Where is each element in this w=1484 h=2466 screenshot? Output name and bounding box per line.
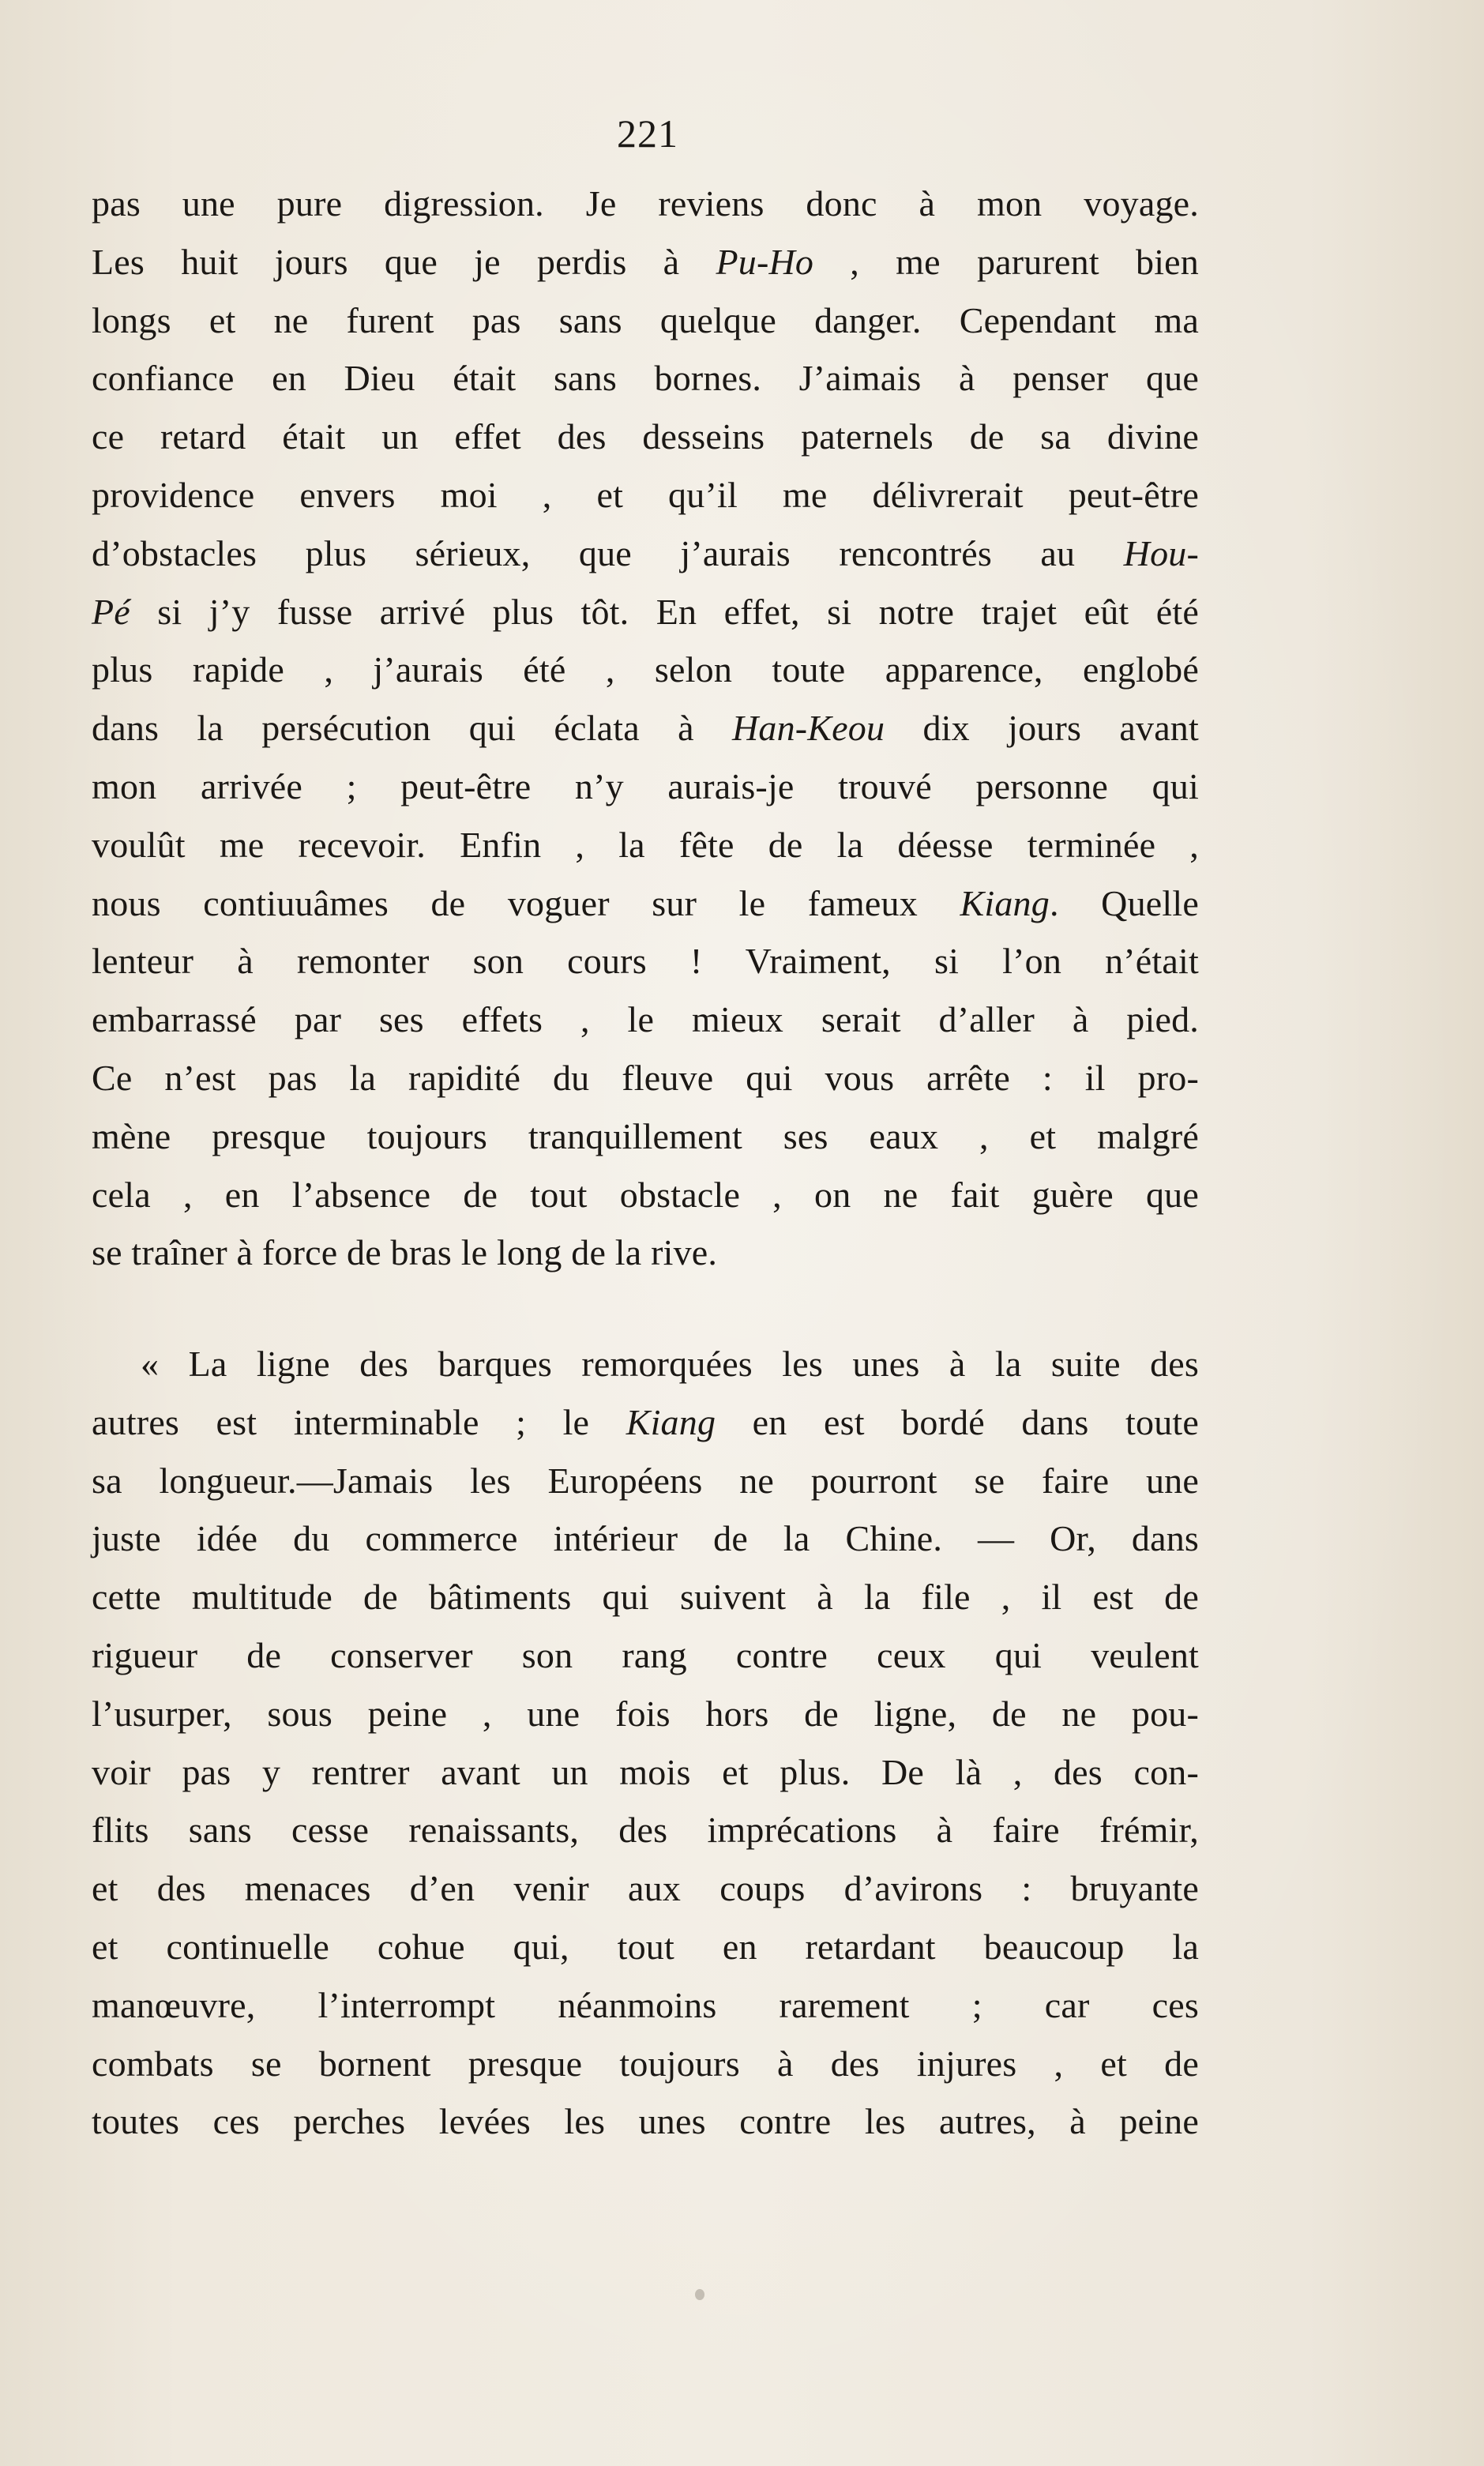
paragraph-1 [92,175,1199,1282]
text-line: manœuvre, l’interrompt néanmoins rarement ; car ces [92,1984,1199,2025]
text-line: confiance en Dieu était sans bornes. J’aimais à penser que [92,358,1199,399]
text-line: « La ligne des barques remorquées les unes à la suite des [141,1344,1199,1384]
text-line: Ce n’est pas la rapidité du fleuve qui vous arrête : il pro- [92,1057,1199,1098]
text-line: pas une pure digression. Je reviens donc à mon voyage. [92,183,1199,224]
text-line: plus rapide , j’aurais été , selon toute apparence, englobé [92,649,1199,690]
text-line: providence envers moi , et qu’il me délivrerait peut-être [92,474,1199,515]
text-line: sa longueur.—Jamais les Européens ne pourront se faire une [92,1460,1199,1501]
text-line: se traîner à force de bras le long de la rive. [92,1232,718,1273]
text-line: flits sans cesse renaissants, des imprécations à faire frémir, [92,1810,1199,1851]
italic-term: Kiang [626,1401,716,1442]
italic-term: Hou- [1123,532,1199,573]
text-line: d’obstacles plus sérieux, que j’aurais rencontrés au Hou- [92,532,1199,573]
text-line: embarrassé par ses effets , le mieux serait d’aller à pied. [92,999,1199,1040]
text-line: mène presque toujours tranquillement ses eaux , et malgré [92,1115,1199,1156]
text-line: l’usurper, sous peine , une fois hors de ligne, de ne pou- [92,1693,1199,1734]
italic-term: Han-Keou [731,708,885,749]
paragraph-2 [92,1335,1199,2151]
text-line: Les huit jours que je perdis à Pu-Ho , me parurent bien [92,241,1199,282]
italic-term: Pé [92,591,130,632]
text-line: dans la persécution qui éclata à Han-Keou dix jours avant [92,708,1199,749]
text-line: et des menaces d’en venir aux coups d’avirons : bruyante [92,1868,1199,1909]
page-number: 221 [617,111,678,156]
text-line: toutes ces perches levées les unes contre les autres, à peine [92,2101,1199,2142]
text-line: autres est interminable ; le Kiang en est bordé dans toute [92,1401,1199,1442]
text-line: cette multitude de bâtiments qui suivent à la file , il est de [92,1577,1199,1618]
text-line: lenteur à remonter son cours ! Vraiment, si l’on n’était [92,941,1199,982]
text-line: mon arrivée ; peut-être n’y aurais-je trouvé personne qui [92,765,1199,806]
text-line: longs et ne furent pas sans quelque danger. Cependant ma [92,299,1199,340]
text-line: juste idée du commerce intérieur de la Chine. — Or, dans [92,1518,1199,1559]
text-line: cela , en l’absence de tout obstacle , on ne fait guère que [92,1174,1199,1215]
italic-term: Pu-Ho [716,241,814,282]
text-line: Pé si j’y fusse arrivé plus tôt. En effet, si notre trajet eût été [92,591,1199,632]
text-line: nous contiuuâmes de voguer sur le fameux Kiang. Quelle [92,882,1199,923]
text-line: combats se bornent presque toujours à des injures , et de [92,2043,1199,2084]
text-line: voir pas y rentrer avant un mois et plus. De là , des con- [92,1751,1199,1792]
text-line: voulût me recevoir. Enfin , la fête de la déesse terminée , [92,824,1199,865]
text-line: rigueur de conserver son rang contre ceux qui veulent [92,1634,1199,1675]
text-line: ce retard était un effet des desseins paternels de sa divine [92,416,1199,457]
italic-term: Kiang [960,882,1050,923]
paper-speck [695,2289,704,2300]
text-line: et continuelle cohue qui, tout en retardant beaucoup la [92,1926,1199,1967]
